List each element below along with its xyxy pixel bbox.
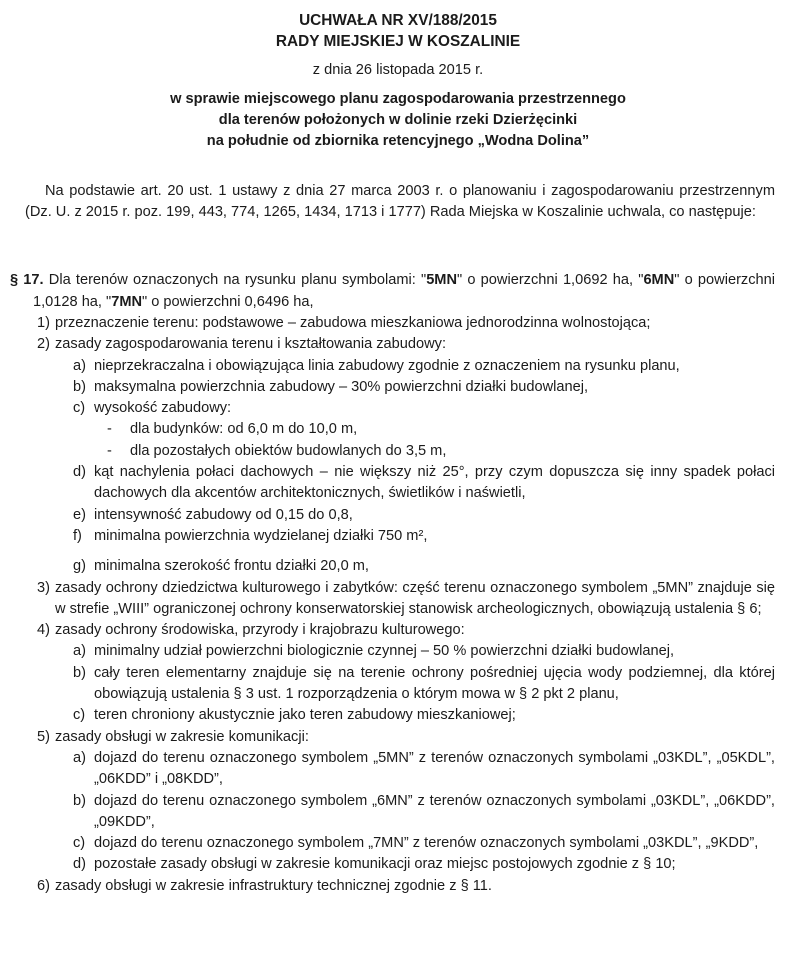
list-item-2c-dash-1	[107, 419, 775, 440]
item-marker: f)	[73, 527, 82, 544]
document-header	[0, 10, 796, 153]
subject-line-3: na południe od zbiornika retencyjnego „Wodna Dolina”	[206, 133, 590, 150]
list-item-2d	[73, 462, 775, 505]
resolution-subject	[0, 89, 796, 153]
subject-line-1: w sprawie miejscowego planu zagospodarowania przestrzennego	[170, 90, 626, 107]
preamble-paragraph: Na podstawie art. 20 ust. 1 ustawy z dnia 27 marca 2003 r. o planowaniu i zagospodarowaniu przestrzennym (Dz. U. z 2015 r. poz. 199, 443, 774, 1265, 1434, 1713 i 1777) Rada Miejska w Koszalinie uchwala, co następuje:	[25, 182, 775, 221]
list-item-2c-dash-2	[107, 441, 775, 462]
item-text: zasady ochrony dziedzictwa kulturowego i zabytków: część terenu oznaczonego symbolem „5MN” znajduje się w strefie „WIII” ograniczonej ochrony konserwatorskiej stanowisk archeologicznych, obowiązują ustalenia § 6;	[55, 579, 775, 617]
section-intro-text: Dla terenów oznaczonych na rysunku planu symbolami: "	[43, 272, 427, 289]
item-text: przeznaczenie terenu: podstawowe – zabudowa mieszkaniowa jednorodzinna wolnostojąca;	[55, 314, 651, 331]
resolution-date: z dnia 26 listopada 2015 r.	[312, 61, 484, 78]
item-marker: d)	[73, 464, 86, 481]
item-marker: b)	[73, 792, 86, 809]
list-item-5a	[73, 748, 775, 791]
list-item-2a	[73, 356, 775, 377]
list-item-2f	[73, 526, 775, 547]
list-item-2c	[73, 398, 775, 419]
list-item-5c	[73, 833, 775, 854]
list-item-2	[37, 334, 775, 355]
item-marker: c)	[73, 400, 86, 417]
item-text: minimalna szerokość frontu działki 20,0 m,	[94, 558, 369, 575]
list-item-4b	[73, 663, 775, 706]
resolution-number-title: UCHWAŁA NR XV/188/2015	[299, 12, 497, 29]
list-item-6	[37, 876, 775, 897]
item-marker: 5)	[37, 728, 50, 745]
item-text: minimalny udział powierzchni biologicznie czynnej – 50 % powierzchni działki budowlanej,	[94, 643, 674, 660]
section-intro-text: " o powierzchni 1,0128 ha, "	[33, 272, 775, 310]
item-text: dla budynków: od 6,0 m do 10,0 m,	[130, 421, 358, 438]
item-text: dojazd do terenu oznaczonego symbolem „6MN” z terenów oznaczonych symbolami „03KDL”, „06KDD”, „09KDD”,	[94, 792, 775, 830]
item-text: dojazd do terenu oznaczonego symbolem „5MN” z terenów oznaczonych symbolami „03KDL”, „05KDL”, „06KDD” i „08KDD”,	[94, 749, 775, 788]
list-item-3	[37, 578, 775, 621]
item-text: wysokość zabudowy:	[94, 400, 232, 417]
item-marker: 4)	[37, 622, 50, 639]
item-text: dla pozostałych obiektów budowlanych do 3,5 m,	[130, 442, 447, 459]
list-item-2g	[73, 556, 775, 577]
list-item-4	[37, 620, 775, 641]
item-marker: b)	[73, 664, 86, 681]
section-intro-paragraph	[10, 270, 775, 313]
item-marker: 6)	[37, 877, 50, 894]
item-text: nieprzekraczalna i obowiązująca linia zabudowy zgodnie z oznaczeniem na rysunku planu,	[94, 357, 680, 374]
item-text: zasady zagospodarowania terenu i kształtowania zabudowy:	[55, 336, 447, 353]
item-text: maksymalna powierzchnia zabudowy – 30% powierzchni działki budowlanej,	[94, 378, 589, 395]
section-number: § 17.	[10, 272, 44, 289]
list-item-5	[37, 727, 775, 748]
item-marker: a)	[73, 357, 86, 374]
item-text: cały teren elementarny znajduje się na terenie ochrony pośredniej ujęcia wody podziemnej, dla której obowiązują ustalenia § 3 ust. 1 rozporządzenia o którym mowa w § 2 pkt 2 planu,	[94, 664, 775, 703]
section-intro-text: " o powierzchni 0,6496 ha,	[142, 293, 314, 310]
list-item-4c	[73, 705, 775, 726]
item-marker: a)	[73, 643, 86, 660]
item-marker: 3)	[37, 579, 50, 596]
item-marker: b)	[73, 378, 86, 395]
item-text: teren chroniony akustycznie jako teren zabudowy mieszkaniowej;	[94, 707, 516, 724]
list-item-4a	[73, 641, 775, 662]
section-17	[10, 270, 775, 897]
item-text: zasady ochrony środowiska, przyrody i krajobrazu kulturowego:	[55, 622, 465, 639]
item-marker: a)	[73, 749, 86, 766]
list-item-1	[37, 313, 775, 334]
item-marker: -	[107, 442, 112, 459]
section-intro-text: " o powierzchni 1,0692 ha, "	[457, 272, 644, 289]
list-item-5d	[73, 854, 775, 875]
item-text: kąt nachylenia połaci dachowych – nie większy niż 25°, przy czym dopuszcza się inny spadek połaci dachowych dla akcentów architektonicznych, świetlików i naświetli,	[94, 464, 775, 502]
item-marker: c)	[73, 835, 86, 852]
item-marker: 2)	[37, 336, 50, 353]
item-marker: g)	[73, 558, 86, 575]
council-name-title: RADY MIEJSKIEJ W KOSZALINIE	[275, 33, 521, 51]
list-item-2e	[73, 505, 775, 526]
list-item-5b	[73, 791, 775, 834]
plan-symbol-7mn: 7MN	[111, 293, 143, 310]
item-text: zasady obsługi w zakresie infrastruktury technicznej zgodnie z § 11.	[55, 877, 492, 894]
item-marker: -	[107, 421, 112, 438]
list-item-2b	[73, 377, 775, 398]
item-text: intensywność zabudowy od 0,15 do 0,8,	[94, 506, 353, 523]
subject-line-2: dla terenów położonych w dolinie rzeki Dzierżęcinki	[218, 112, 578, 129]
item-marker: c)	[73, 707, 86, 724]
item-marker: d)	[73, 856, 86, 873]
item-text: minimalna powierzchnia wydzielanej działki 750 m²,	[94, 527, 428, 544]
item-text: zasady obsługi w zakresie komunikacji:	[55, 728, 309, 745]
item-marker: e)	[73, 506, 86, 523]
plan-symbol-6mn: 6MN	[643, 272, 675, 289]
item-text: pozostałe zasady obsługi w zakresie komunikacji oraz miejsc postojowych zgodnie z § 10;	[94, 856, 676, 873]
item-text: dojazd do terenu oznaczonego symbolem „7MN” z terenów oznaczonych symbolami „03KDL”, „9KDD”,	[94, 835, 759, 852]
plan-symbol-5mn: 5MN	[426, 272, 457, 289]
item-marker: 1)	[37, 314, 50, 331]
